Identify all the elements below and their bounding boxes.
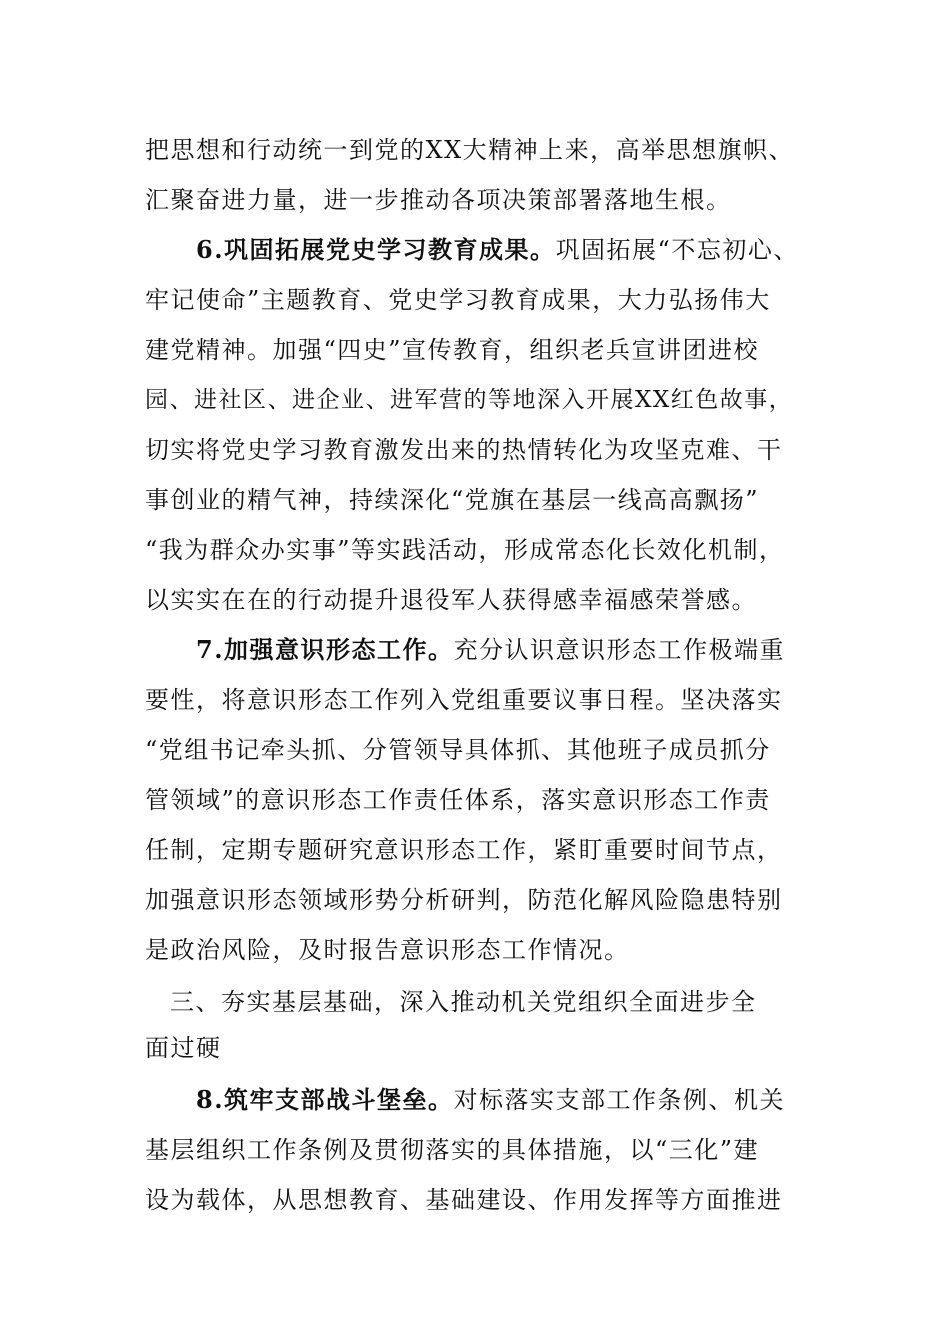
- text-line: 设为载体，从思想教育、基础建设、作用发挥等方面推进: [145, 1186, 783, 1214]
- text-line: 以实实在在的行动提升退役军人获得感幸福感荣誉感。: [145, 586, 757, 614]
- text-line: 要性，将意识形态工作列入党组重要议事日程。坚决落实: [145, 686, 783, 714]
- text-line: 牢记使命”主题教育、党史学习教育成果，大力弘扬伟大: [145, 286, 771, 314]
- part-heading-3: 三、夯实基层基础，深入推动机关党组织全面进步全: [170, 988, 757, 1016]
- text-line: 是政治风险，及时报告意识形态工作情况。: [145, 936, 630, 964]
- section-heading-7: 7.加强意识形态工作。充分认识意识形态工作极端重: [196, 635, 786, 664]
- text-line: 加强意识形态领域形势分析研判，防范化解风险隐患特别: [145, 886, 783, 914]
- text-line: 园、进社区、进企业、进军营的等地深入开展XX红色故事，: [145, 387, 794, 413]
- text-line: 面过硬: [145, 1034, 222, 1062]
- text-line: 把思想和行动统一到党的XX大精神上来，高举思想旗帜、: [145, 136, 795, 164]
- text-line: 切实将党史学习教育激发出来的热情转化为攻坚克难、干: [145, 436, 783, 464]
- text-line: “党组书记牵头抓、分管领导具体抓、其他班子成员抓分: [145, 736, 771, 764]
- text-line: 管领域”的意识形态工作责任体系，落实意识形态工作责: [145, 786, 771, 814]
- text-line: “我为群众办实事”等实践活动，形成常态化长效化机制，: [145, 536, 785, 564]
- text-line: 汇聚奋进力量，进一步推动各项决策部署落地生根。: [145, 186, 732, 214]
- text-line: 任制，定期专题研究意识形态工作，紧盯重要时间节点，: [145, 836, 783, 864]
- text-line: 事创业的精气神，持续深化“党旗在基层一线高高飘扬”: [145, 486, 760, 514]
- text-line: 基层组织工作条例及贯彻落实的具体措施，以“三化”建: [145, 1136, 760, 1164]
- section-heading-8: 8.筑牢支部战斗堡垒。对标落实支部工作条例、机关: [196, 1085, 786, 1114]
- text-line: 建党精神。加强“四史”宣传教育，组织老兵宣讲团进校: [145, 336, 760, 364]
- section-heading-6: 6.巩固拓展党史学习教育成果。巩固拓展“不忘初心、: [196, 235, 799, 264]
